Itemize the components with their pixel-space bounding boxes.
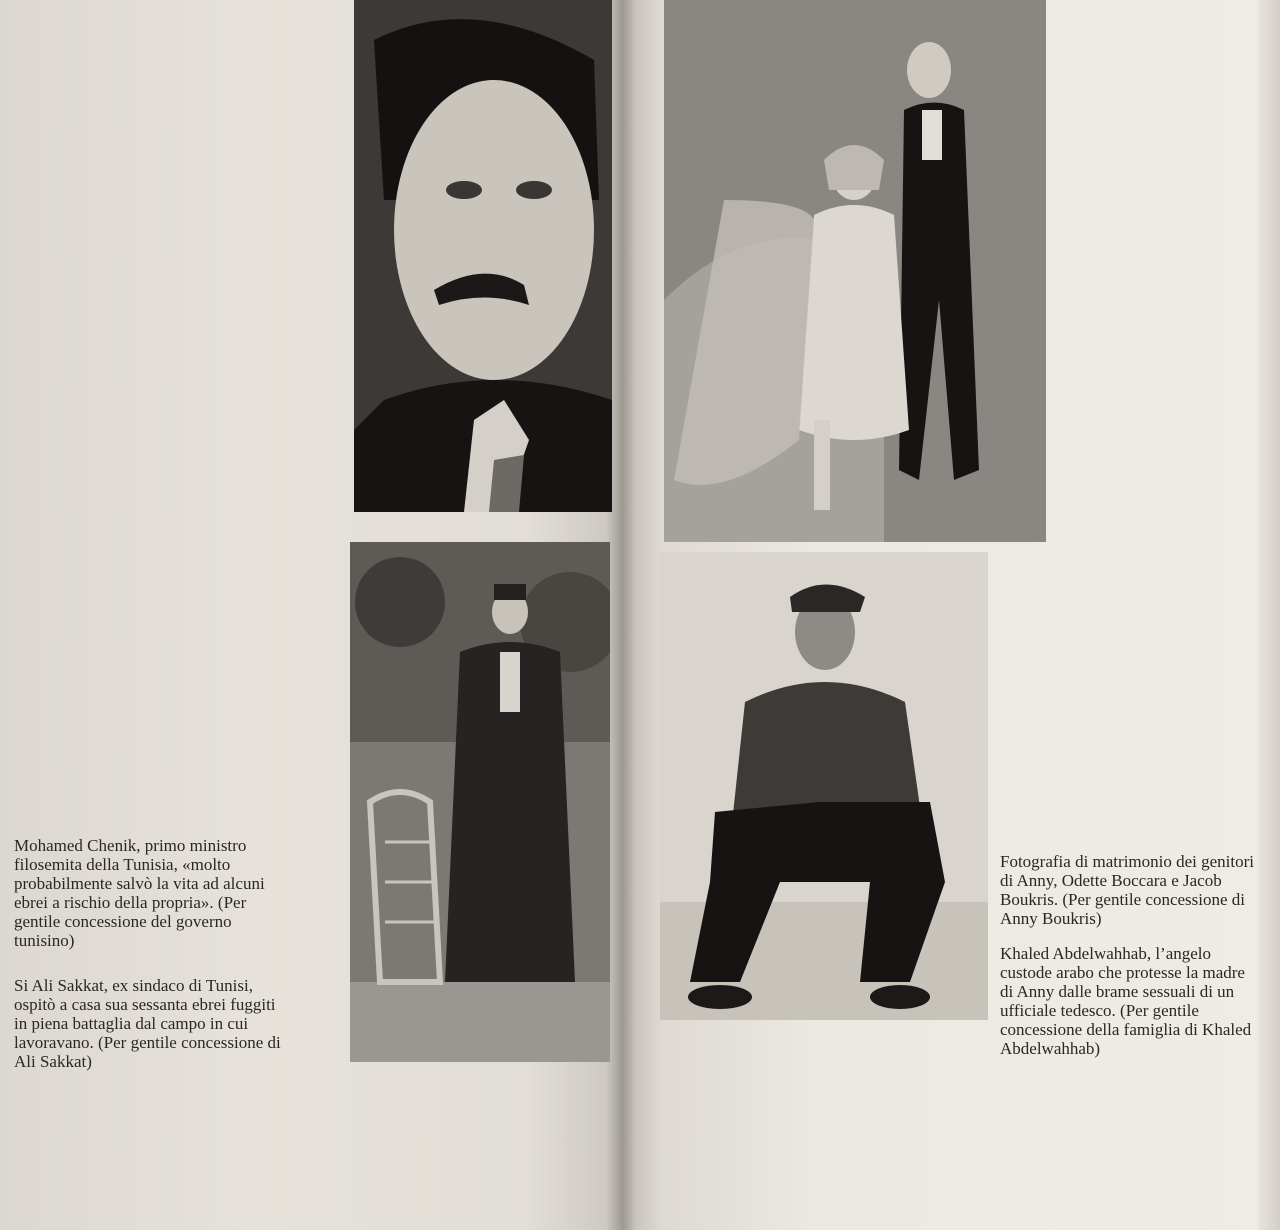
caption-chenik: Mohamed Chenik, primo ministro filosemita della Tunisia, «molto probabilmente salvò la vita ad alcuni ebrei a rischio della propria». (Per gentile concessione del governo tunisino) [14,836,265,950]
caption-khaled: Khaled Abdelwahhab, l’angelo custode arabo che protesse la madre di Anny dalle brame sessuali di un ufficiale tedesco. (Per gentile concessione della famiglia di Khaled Abdelwahhab) [1000,944,1252,1058]
photo-sakkat-standing [350,542,610,1062]
photo-khaled-seated [660,552,988,1020]
photo-chenik-portrait [354,0,612,512]
caption-sakkat: Si Ali Sakkat, ex sindaco di Tunisi, ospitò a casa sua sessanta ebrei fuggiti in piena battaglia dal campo in cui lavoravano. (Per gentile concessione di Ali Sakkat) [14,976,281,1071]
photo-wedding-parents [664,0,1046,542]
caption-wedding: Fotografia di matrimonio dei genitori di Anny, Odette Boccara e Jacob Boukris. (Per gentile concessione di Anny Boukris) [1000,852,1255,928]
